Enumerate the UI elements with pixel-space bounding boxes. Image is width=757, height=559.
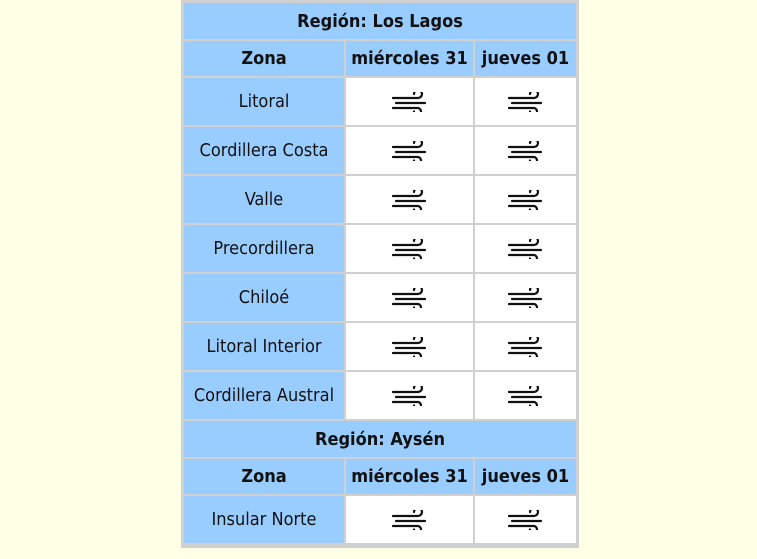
forecast-cell-day1 xyxy=(346,496,473,543)
wind-icon xyxy=(475,337,576,357)
wind-icon xyxy=(346,92,473,112)
wind-icon xyxy=(346,510,473,530)
wind-icon xyxy=(475,288,576,308)
forecast-cell-day2 xyxy=(475,225,576,272)
zone-name: Insular Norte xyxy=(184,496,344,543)
column-header-day1: miércoles 31 xyxy=(346,41,473,76)
zone-name: Cordillera Costa xyxy=(184,127,344,174)
zone-name: Chiloé xyxy=(184,274,344,321)
forecast-cell-day1 xyxy=(346,78,473,125)
wind-icon xyxy=(346,190,473,210)
column-header-zone: Zona xyxy=(184,41,344,76)
forecast-cell-day1 xyxy=(346,127,473,174)
wind-icon xyxy=(475,510,576,530)
table-row xyxy=(184,78,576,125)
forecast-cell-day2 xyxy=(475,372,576,419)
table-row xyxy=(184,127,576,174)
forecast-cell-day2 xyxy=(475,176,576,223)
column-header-day2: jueves 01 xyxy=(475,41,576,76)
wind-icon xyxy=(346,239,473,259)
zone-name: Cordillera Austral xyxy=(184,372,344,419)
wind-icon xyxy=(346,386,473,406)
forecast-cell-day2 xyxy=(475,127,576,174)
forecast-cell-day2 xyxy=(475,323,576,370)
table-row xyxy=(184,372,576,419)
wind-icon xyxy=(346,288,473,308)
table-row xyxy=(184,496,576,543)
forecast-cell-day2 xyxy=(475,78,576,125)
column-header-day1: miércoles 31 xyxy=(346,459,473,494)
forecast-cell-day2 xyxy=(475,496,576,543)
zone-name: Precordillera xyxy=(184,225,344,272)
zone-name: Litoral xyxy=(184,78,344,125)
region-title: Región: Los Lagos xyxy=(184,3,576,39)
forecast-cell-day2 xyxy=(475,274,576,321)
wind-icon xyxy=(346,337,473,357)
forecast-table-frame xyxy=(181,0,579,548)
zone-name: Litoral Interior xyxy=(184,323,344,370)
forecast-cell-day1 xyxy=(346,323,473,370)
wind-icon xyxy=(475,92,576,112)
forecast-table xyxy=(182,1,578,545)
wind-icon xyxy=(475,386,576,406)
wind-icon xyxy=(475,239,576,259)
column-header-day2: jueves 01 xyxy=(475,459,576,494)
table-row xyxy=(184,323,576,370)
wind-icon xyxy=(346,141,473,161)
wind-icon xyxy=(475,190,576,210)
forecast-cell-day1 xyxy=(346,225,473,272)
table-row xyxy=(184,225,576,272)
table-row xyxy=(184,274,576,321)
table-row xyxy=(184,176,576,223)
forecast-cell-day1 xyxy=(346,372,473,419)
forecast-cell-day1 xyxy=(346,176,473,223)
column-header-zone: Zona xyxy=(184,459,344,494)
region-title: Región: Aysén xyxy=(184,421,576,457)
zone-name: Valle xyxy=(184,176,344,223)
forecast-cell-day1 xyxy=(346,274,473,321)
wind-icon xyxy=(475,141,576,161)
